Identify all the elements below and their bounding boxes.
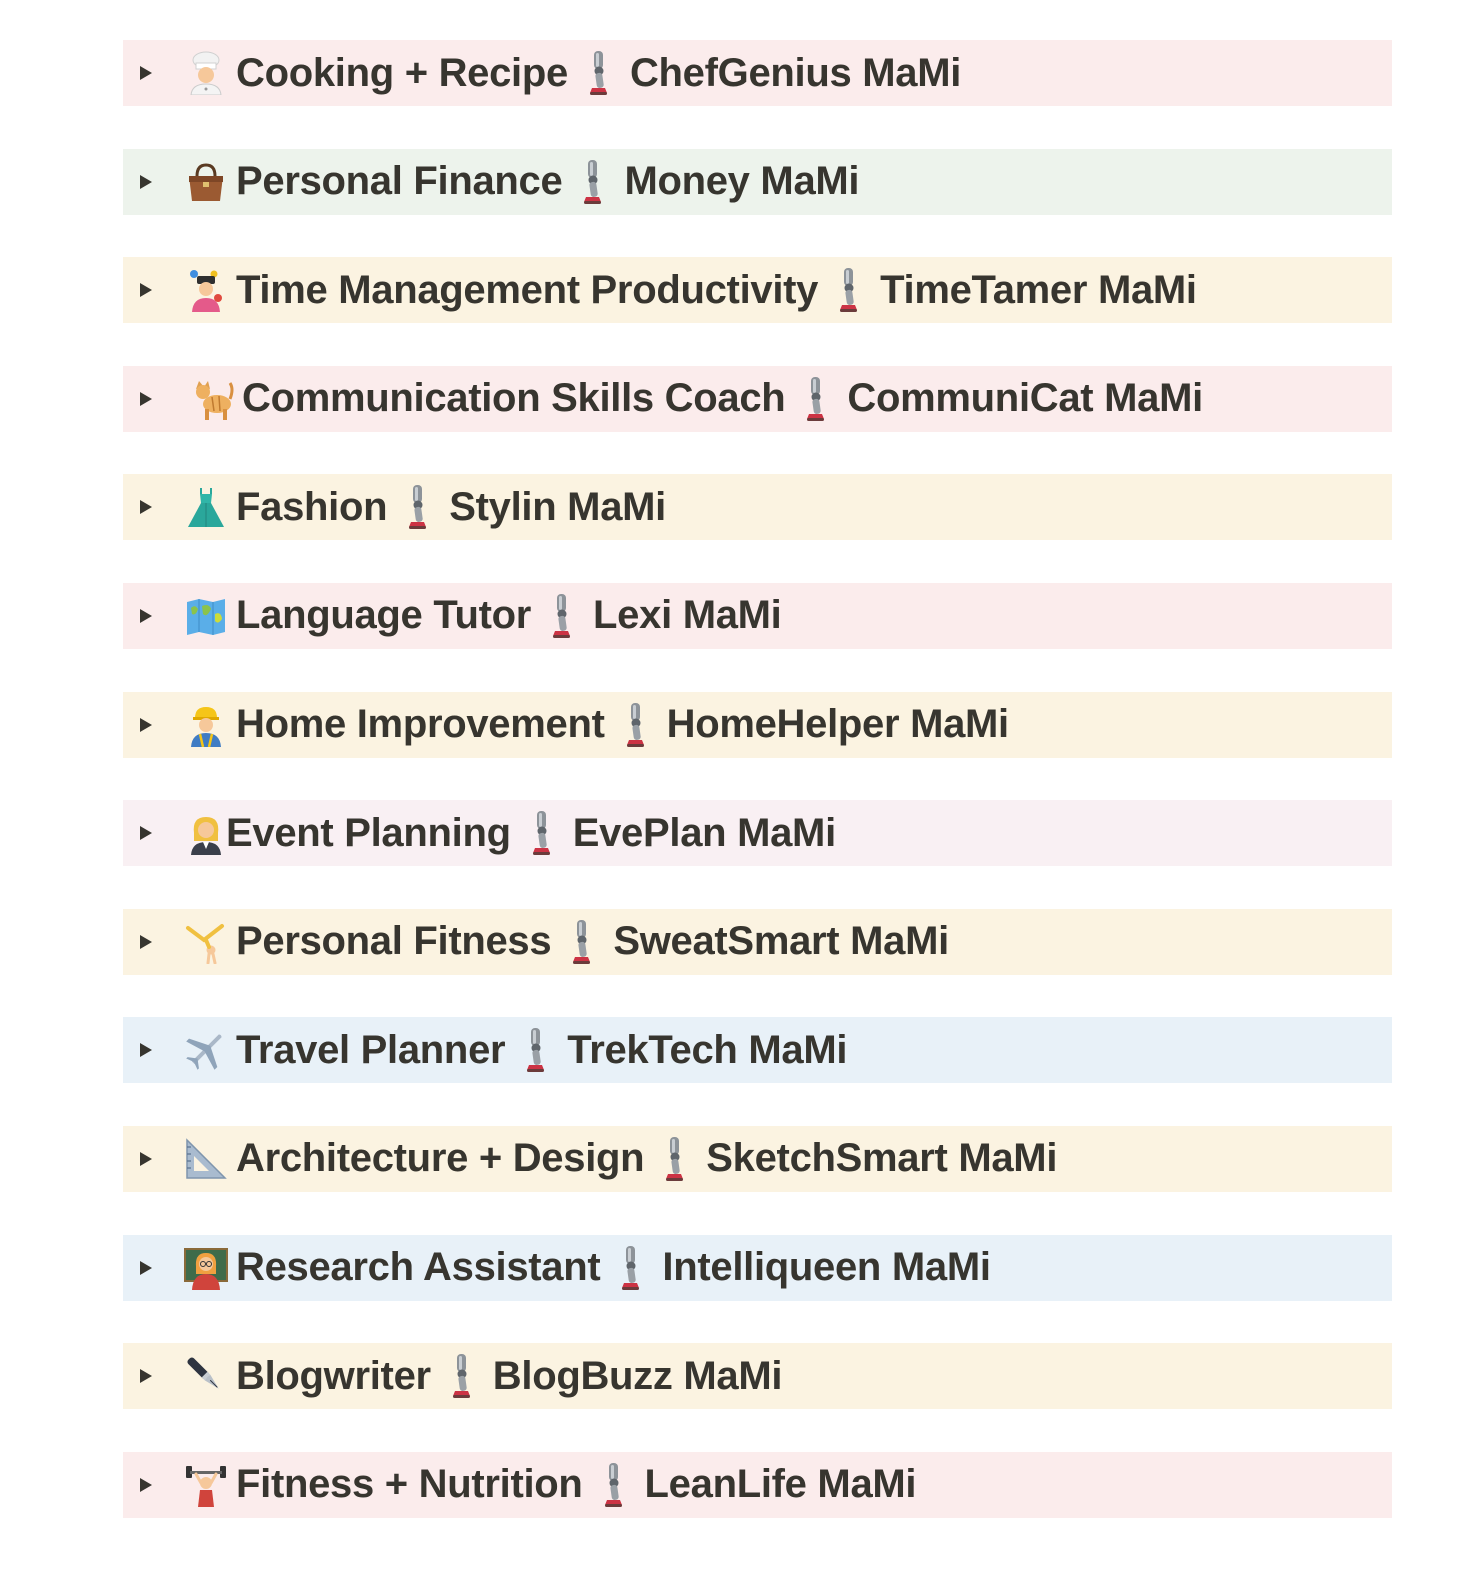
toggle-row-research-assistant[interactable] — [123, 1235, 1392, 1301]
toggle-category: Blogwriter — [236, 1353, 431, 1398]
toggle-row-personal-finance[interactable] — [123, 149, 1392, 215]
caret-right-icon[interactable] — [140, 1261, 152, 1275]
toggle-assistant: ChefGenius MaMi — [629, 50, 962, 95]
airplane-icon — [184, 1028, 228, 1072]
toggle-row-personal-fitness[interactable] — [123, 909, 1392, 975]
toggle-assistant: CommuniCat MaMi — [847, 376, 1203, 421]
mechanical-leg-icon — [580, 159, 606, 205]
triangular-ruler-icon — [184, 1137, 228, 1181]
mechanical-leg-icon — [586, 50, 612, 96]
toggle-assistant: BlogBuzz MaMi — [492, 1353, 783, 1398]
chef-icon — [184, 51, 228, 95]
caret-right-icon[interactable] — [140, 1043, 152, 1057]
mechanical-leg-icon — [618, 1245, 644, 1291]
toggle-row-architecture[interactable] — [123, 1126, 1392, 1192]
fountain-pen-icon — [184, 1354, 228, 1398]
toggle-assistant: SketchSmart MaMi — [706, 1136, 1058, 1181]
toggle-category: Architecture + Design — [236, 1136, 645, 1181]
toggle-category: Communication Skills Coach — [242, 376, 786, 421]
teacher-icon — [184, 1246, 228, 1290]
toggle-row-blogwriter[interactable] — [123, 1343, 1392, 1409]
toggle-row-home-improvement[interactable] — [123, 692, 1392, 758]
caret-right-icon[interactable] — [140, 1152, 152, 1166]
caret-right-icon[interactable] — [140, 392, 152, 406]
toggle-row-fitness-nutrition[interactable] — [123, 1452, 1392, 1518]
mechanical-leg-icon — [601, 1462, 627, 1508]
caret-right-icon[interactable] — [140, 175, 152, 189]
juggler-icon — [184, 268, 228, 312]
caret-right-icon[interactable] — [140, 935, 152, 949]
mechanical-leg-icon — [449, 1353, 475, 1399]
mechanical-leg-icon — [803, 376, 829, 422]
caret-right-icon[interactable] — [140, 283, 152, 297]
toggle-category: Home Improvement — [236, 702, 605, 747]
toggle-row-event-planning[interactable] — [123, 800, 1392, 866]
toggle-category: Personal Finance — [236, 159, 563, 204]
toggle-category: Personal Fitness — [236, 919, 552, 964]
mechanical-leg-icon — [569, 919, 595, 965]
toggle-assistant: Intelliqueen MaMi — [662, 1245, 991, 1290]
mechanical-leg-icon — [836, 267, 862, 313]
toggle-category: Cooking + Recipe — [236, 50, 568, 95]
caret-right-icon[interactable] — [140, 66, 152, 80]
mechanical-leg-icon — [623, 702, 649, 748]
toggle-assistant: EvePlan MaMi — [572, 810, 836, 855]
construction-worker-icon — [184, 703, 228, 747]
toggle-row-travel-planner[interactable] — [123, 1017, 1392, 1083]
toggle-assistant: Stylin MaMi — [449, 484, 666, 529]
toggle-assistant: LeanLife MaMi — [644, 1462, 917, 1507]
dress-icon — [184, 485, 228, 529]
toggle-category: Research Assistant — [236, 1245, 601, 1290]
world-map-icon — [184, 594, 228, 638]
mechanical-leg-icon — [405, 484, 431, 530]
toggle-assistant: Money MaMi — [624, 159, 860, 204]
toggle-row-fashion[interactable] — [123, 474, 1392, 540]
mechanical-leg-icon — [529, 810, 555, 856]
toggle-assistant: Lexi MaMi — [593, 593, 782, 638]
weightlifter-icon — [184, 1463, 228, 1507]
toggle-row-language-tutor[interactable] — [123, 583, 1392, 649]
caret-right-icon[interactable] — [140, 500, 152, 514]
toggle-category: Language Tutor — [236, 593, 532, 638]
toggle-assistant: TrekTech MaMi — [567, 1027, 848, 1072]
toggle-assistant: TimeTamer MaMi — [880, 267, 1197, 312]
toggle-category: Fashion — [236, 484, 388, 529]
toggle-category: Fitness + Nutrition — [236, 1462, 583, 1507]
toggle-category: Time Management Productivity — [236, 267, 819, 312]
handbag-icon — [184, 160, 228, 204]
toggle-assistant: SweatSmart MaMi — [613, 919, 949, 964]
toggle-row-communication[interactable] — [123, 366, 1392, 432]
caret-right-icon[interactable] — [140, 609, 152, 623]
toggle-row-time-management[interactable] — [123, 257, 1392, 323]
caret-right-icon[interactable] — [140, 718, 152, 732]
cat-icon — [190, 377, 234, 421]
caret-right-icon[interactable] — [140, 1369, 152, 1383]
mechanical-leg-icon — [549, 593, 575, 639]
caret-right-icon[interactable] — [140, 826, 152, 840]
toggle-category: Event Planning — [226, 810, 511, 855]
toggle-assistant: HomeHelper MaMi — [666, 702, 1009, 747]
toggle-row-cooking[interactable] — [123, 40, 1392, 106]
cartwheel-icon — [184, 920, 228, 964]
toggle-category: Travel Planner — [236, 1027, 506, 1072]
office-worker-icon — [184, 811, 228, 855]
mechanical-leg-icon — [662, 1136, 688, 1182]
caret-right-icon[interactable] — [140, 1478, 152, 1492]
mechanical-leg-icon — [523, 1027, 549, 1073]
toggle-list — [123, 40, 1392, 1518]
